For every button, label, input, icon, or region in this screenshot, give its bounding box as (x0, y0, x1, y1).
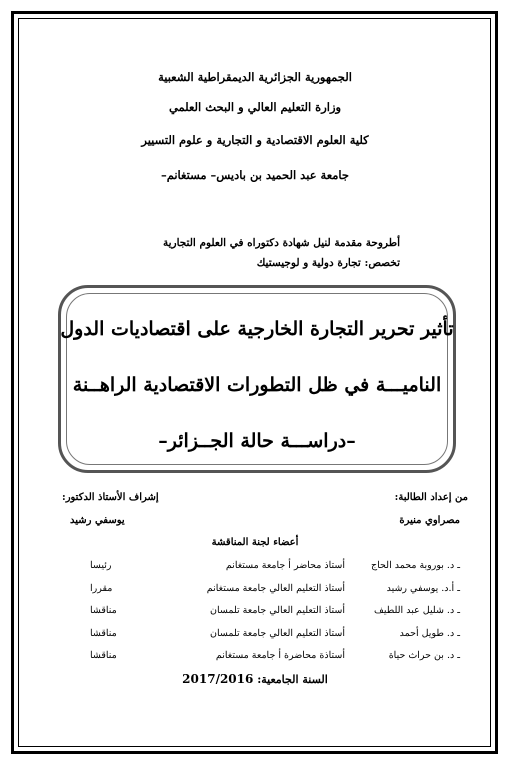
academic-year-value: 2017/2016 (182, 672, 254, 686)
member-position: أستاذة محاضرة أ جامعة مستغانم (215, 650, 345, 661)
title-line-3: –دراســـة حالة الجــزائر– (158, 430, 356, 452)
member-role: رئيسا (90, 560, 112, 571)
member-role: مناقشا (90, 650, 117, 661)
member-name: ـ أ.د. يوسفي رشيد (386, 583, 460, 594)
member-position: أستاذ التعليم العالي جامعة تلمسان (210, 605, 345, 616)
faculty-name: كلية العلوم الاقتصادية و التجارية و علوم التسيير (141, 133, 369, 147)
member-role: مناقشا (90, 628, 117, 639)
member-role: مناقشا (90, 605, 117, 616)
university-name: جامعة عبد الحميد بن باديس– مستغانم– (160, 168, 350, 182)
member-name: ـ د. طويل أحمد (399, 628, 460, 639)
member-name: ـ د. شليل عبد اللطيف (374, 605, 460, 616)
member-position: أستاذ التعليم العالي جامعة مستغانم (206, 583, 345, 594)
thesis-type: أطروحة مقدمة لنيل شهادة دكتوراه في العلوم التجارية (162, 237, 400, 249)
member-position: أستاذ محاضر أ جامعة مستغانم (225, 560, 345, 571)
member-name: ـ د. بوروبة محمد الحاج (371, 560, 460, 571)
committee-label: أعضاء لجنة المناقشة (211, 537, 299, 548)
student-label: من إعداد الطالبة: (394, 492, 468, 503)
supervisor-name: يوسفي رشيد (70, 515, 125, 526)
title-line-1: تأثير تحرير التجارة الخارجية على اقتصاديات الدول (60, 318, 454, 340)
supervisor-label: إشراف الأستاذ الدكتور: (62, 492, 159, 503)
member-name: ـ د. بن حراث حياة (388, 650, 460, 661)
academic-year (0, 672, 510, 686)
member-position: أستاذ التعليم العالي جامعة تلمسان (210, 628, 345, 639)
member-role: مقررا (90, 583, 113, 594)
academic-year-label: السنة الجامعية: (257, 673, 328, 686)
title-line-2: الناميـــة في ظل التطورات الاقتصادية الراهــنة (72, 374, 442, 396)
republic-name: الجمهورية الجزائرية الديمقراطية الشعبية (158, 70, 352, 84)
student-name: مصراوي منيرة (399, 515, 460, 526)
thesis-specialty: تخصص: تجارة دولية و لوجيستيك (256, 257, 400, 269)
ministry-name: وزارة التعليم العالي و البحث العلمي (168, 100, 342, 114)
